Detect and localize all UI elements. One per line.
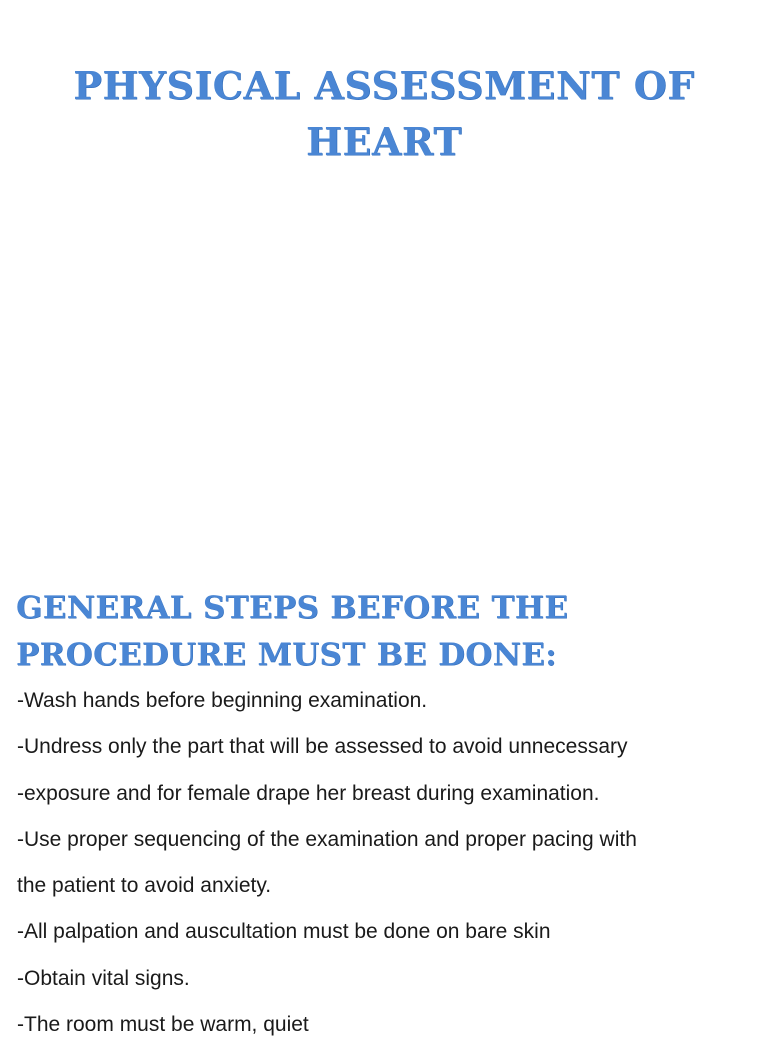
step-line: -Obtain vital signs.: [17, 966, 190, 990]
step-line: -Undress only the part that will be assessed to avoid unnecessary: [17, 735, 628, 759]
steps-list: [17, 684, 757, 1054]
step-line: -Use proper sequencing of the examination and proper pacing with: [17, 827, 637, 851]
title-line-2: HEART: [305, 119, 463, 164]
step-line: -The room must be warm, quiet: [17, 1013, 309, 1037]
step-line: -All palpation and auscultation must be done on bare skin: [17, 920, 551, 944]
step-line: the patient to avoid anxiety.: [17, 874, 272, 898]
page-title: [40, 58, 728, 170]
title-line-1: PHYSICAL ASSESSMENT OF: [73, 63, 695, 108]
step-line: -Wash hands before beginning examination.: [17, 689, 428, 712]
section-heading-line-1: GENERAL STEPS BEFORE THE: [16, 590, 569, 626]
section-heading-line-2: PROCEDURE MUST BE DONE:: [16, 637, 557, 673]
step-line: -exposure and for female drape her breast during examination.: [17, 781, 600, 805]
section-heading: [16, 585, 756, 679]
